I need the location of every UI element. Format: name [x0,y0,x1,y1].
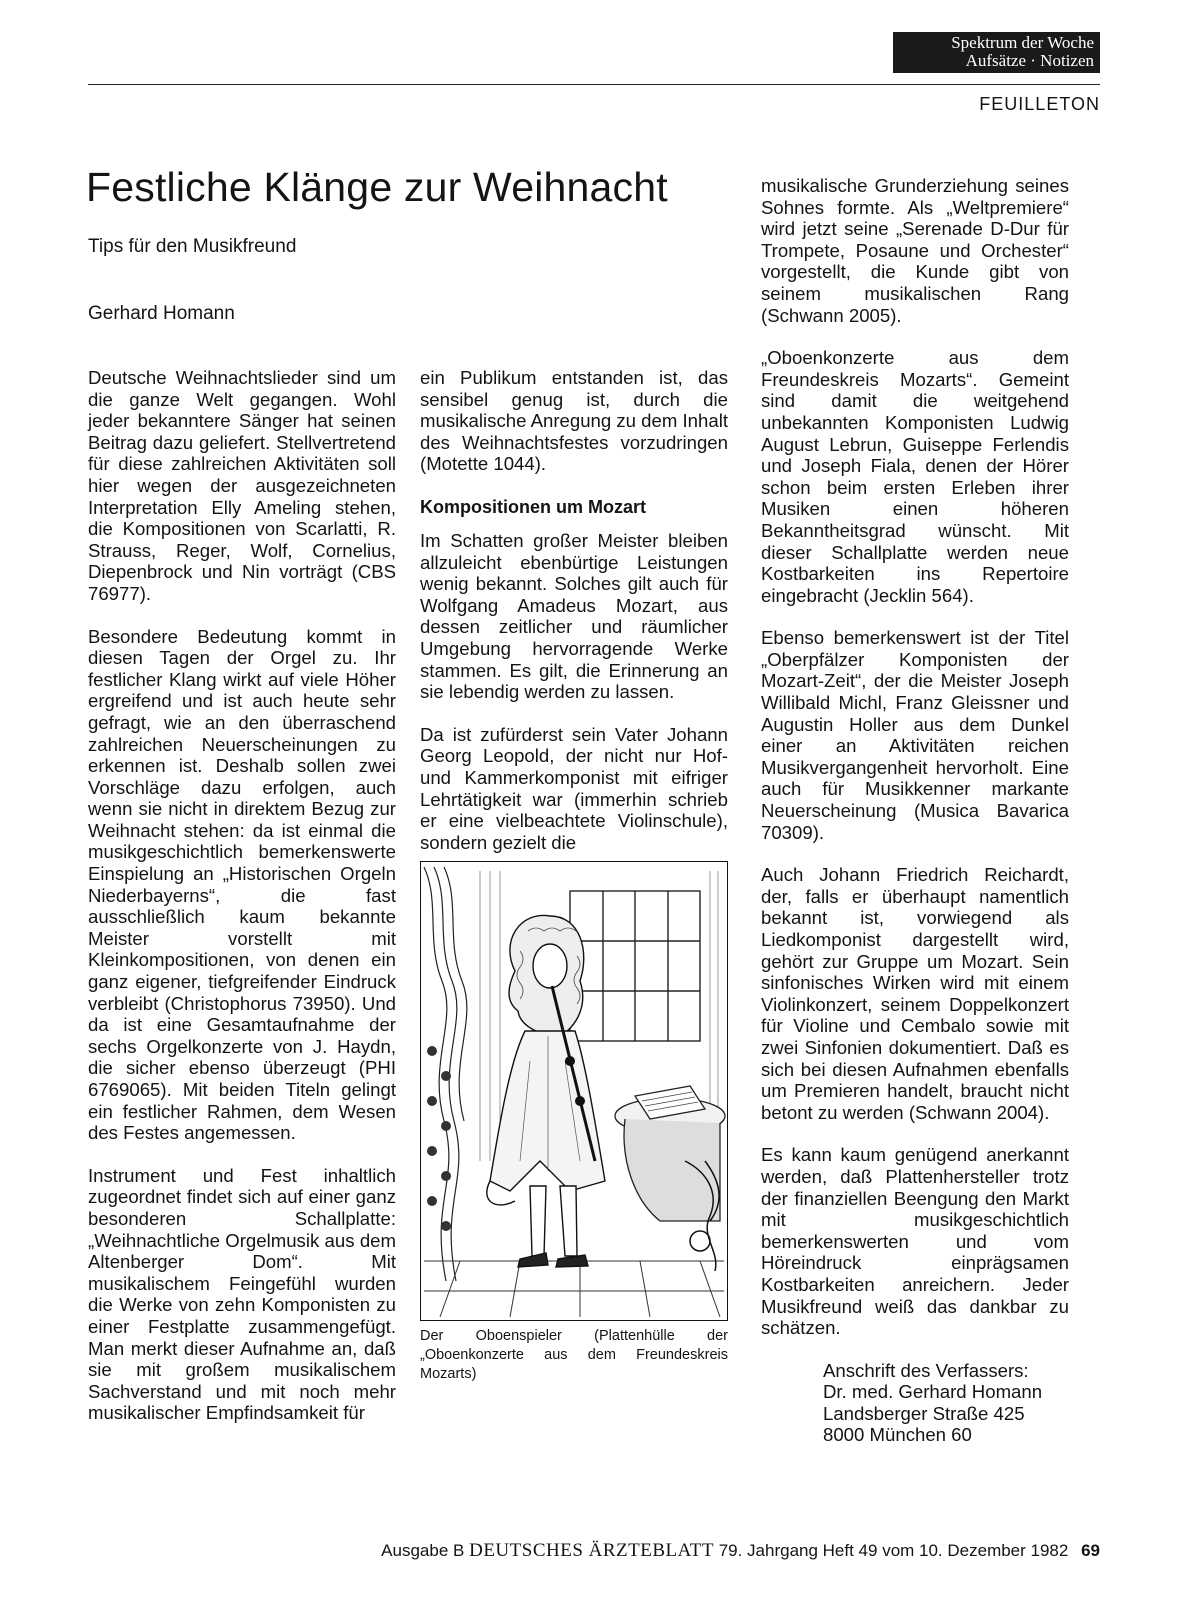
column-3 [761,175,1069,1446]
paragraph: Da ist zufürderst sein Vater Johann Georg Leopold, der nicht nur Hof- und Kammerkomponist mit eifriger Lehrtätigkeit war (immerhin schrieb er eine vielbeachtete Violinschule), sondern gezielt die [420,723,728,853]
oboe-player-engraving [420,861,728,1321]
article-title: Festliche Klänge zur Weihnacht [86,164,668,210]
column-1 [88,367,396,1445]
paragraph: Deutsche Weihnachtslieder sind um die ganze Welt gegangen. Wohl jeder bekanntere Sänger hat seinen Beitrag dazu geliefert. Stellvertretend für diese zahlreichen Aktivitäten soll hier wegen der ausgezeichneten Interpretation Elly Ameling stehen, die Kompositionen von Scarlatti, R. Strauss, Reger, Wolf, Cornelius, Diepenbrock und Nin vorträgt (CBS 76977). [88,367,396,604]
section-box-line1: Spektrum der Woche [951,33,1094,52]
figure [420,861,728,1384]
paragraph: Auch Johann Friedrich Reichardt, der, falls er überhaupt namentlich bekannt ist, vorwiegend als Liedkomponist dargestellt wird, gehört zur Gruppe um Mozart. Sein sinfonisches Wirken wird mit einem Violinkonzert, seinem Doppelkonzert für Violine und Cembalo sowie mit zwei Sinfonien dokumentiert. Daß es sich bei diesen Aufnahmen ebenfalls um Premieren handelt, braucht nicht betont zu werden (Schwann 2004). [761,864,1069,1123]
footer-issue: 79. Jahrgang Heft 49 vom 10. Dezember 1982 [718,1541,1069,1560]
section-box [893,32,1100,73]
page-number: 69 [1081,1541,1100,1560]
paragraph: Ebenso bemerkenswert ist der Titel „Oberpfälzer Komponisten der Mozart-Zeit“, der die Meister Joseph Willibald Michl, Franz Gleissner und Augustin Holler aus dem Dunkel einer an Aktivitäten reichen Musikvergangenheit hervorholt. Eine auch für Musikkenner markante Neuerscheinung (Musica Bavarica 70309). [761,627,1069,843]
paragraph: Es kann kaum genügend anerkannt werden, daß Plattenhersteller trotz der finanziellen Beengung den Markt mit musikgeschichtlich bemerkenswerten und vom Höreindruck einprägsamen Kostbarkeiten anreichern. Jeder Musikfreund weiß das dankbar zu schätzen. [761,1144,1069,1339]
article-subtitle: Tips für den Musikfreund [88,236,297,257]
section-label: FEUILLETON [979,94,1100,114]
paragraph: Besondere Bedeutung kommt in diesen Tagen der Orgel zu. Ihr festlicher Klang wirkt auf viele Höher ergreifend und ist auch heute sehr gefragt, wie an den überraschend zahlreichen Neuerscheinungen zu erkennen ist. Deshalb sollen zwei Vorschläge dazu erfolgen, auch wenn sie nicht in direktem Bezug zur Weihnacht stehen: da ist einmal die musikgeschichtlich bemerkenswerte Einspielung an „Historischen Orgeln Niederbayerns“, die fast ausschließlich kaum bekannte Meister vorstellt mit Kleinkompositionen, von denen ein ganz eigener, tiefgreifender Eindruck verbleibt (Christophorus 73950). Und da ist eine Gesamtaufnahme der sechs Orgelkonzerte von J. Haydn, die sicher ebenso überzeugt (PHI 6769065). Mit beiden Titeln gelingt ein festlicher Rahmen, dem Wesen des Festes angemessen. [88,625,396,1144]
footer-journal: DEUTSCHES ÄRZTEBLATT [469,1540,714,1561]
paragraph: ein Publikum entstanden ist, das sensibel genug ist, durch die musikalische Anregung zu dem Inhalt des Weihnachtsfestes vorzudringen (Motette 1044). [420,367,729,475]
section-heading: Kompositionen um Mozart [420,496,646,517]
author-address [823,1360,1069,1446]
address-line: Anschrift des Verfassers: [823,1359,1029,1381]
address-line: Dr. med. Gerhard Homann [823,1381,1043,1403]
page-footer [0,1540,1100,1562]
paragraph: „Oboenkonzerte aus dem Freundeskreis Mozarts“. Gemeint sind damit die weitgehend unbekannten Komponisten Ludwig August Lebrun, Guiseppe Ferlendis und Joseph Fiala, denen der Hörer schon beim ersten Erleben ihrer Musiken einen höheren Bekanntheitsgrad wünscht. Mit dieser Schallplatte werden neue Kostbarkeiten ins Repertoire eingebracht (Jecklin 564). [761,347,1069,606]
paragraph: Instrument und Fest inhaltlich zugeordnet findet sich auf einer ganz besonderen Schallplatte: „Weihnachtliche Orgelmusik aus dem Altenberger Dom“. Mit musikalischem Feingefühl wurden die Werke von zehn Komponisten zu einer Festplatte zusammengefügt. Man merkt dieser Aufnahme an, daß sie mit großem musikalischem Sachverstand und mit noch mehr musikalischer Empfindsamkeit für [88,1164,396,1424]
address-line: 8000 München 60 [823,1424,972,1446]
address-line: Landsberger Straße 425 [823,1402,1025,1424]
article-author: Gerhard Homann [88,303,235,324]
figure-caption: Der Oboenspieler (Plattenhülle der „Oboenkonzerte aus dem Freundeskreis Mozarts) [420,1328,728,1383]
footer-edition: Ausgabe B [381,1541,465,1560]
paragraph: musikalische Grunderziehung seines Sohnes formte. Als „Weltpremiere“ wird jetzt seine „Serenade D-Dur für Trompete, Posaune und Orchester“ vorgestellt, die Kunde gibt von seinem musikalischen Rang (Schwann 2005). [761,175,1069,326]
header-rule [88,84,1100,85]
column-2 [420,367,728,1384]
paragraph: Im Schatten großer Meister bleiben allzuleicht ebenbürtige Leistungen wenig bekannt. Solches gilt auch für Wolfgang Amadeus Mozart, aus dessen zeitlicher und räumlicher Umgebung hervorragende Werke stammen. Es gilt, die Erinnerung an sie lebendig werden zu lassen. [420,529,728,703]
section-box-line2: Aufsätze · Notizen [965,51,1094,70]
